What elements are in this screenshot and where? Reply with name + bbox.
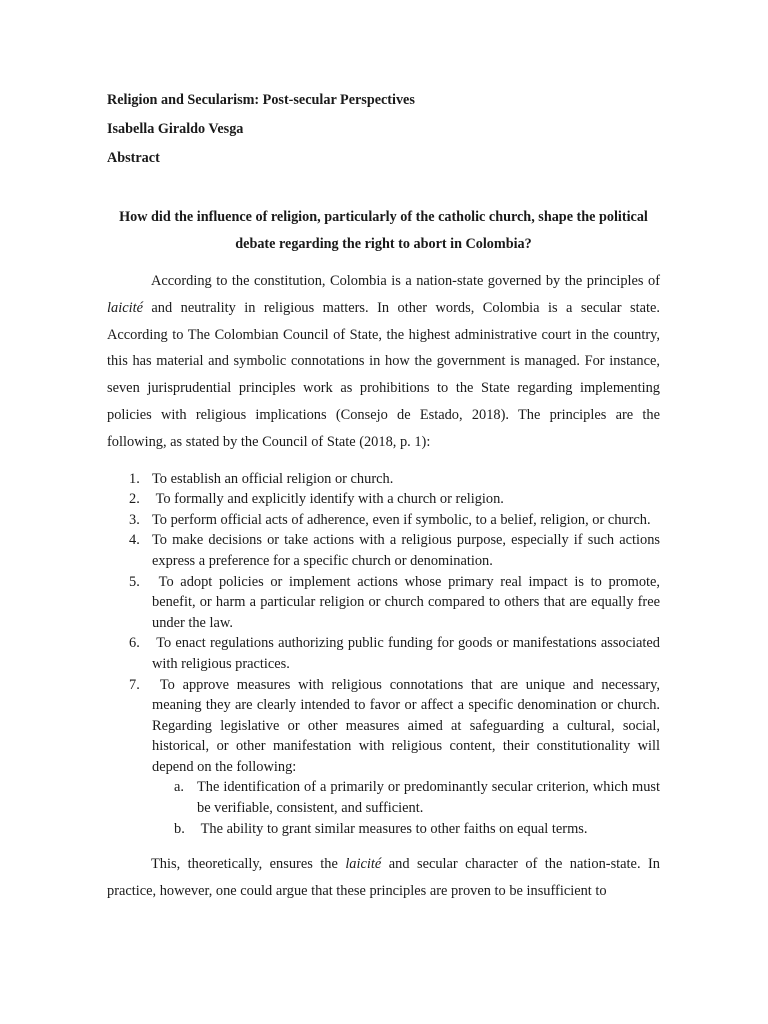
- principles-list: [107, 469, 664, 840]
- sub-list-item-text: The identification of a primarily or predominantly secular criterion, which must be verifiable, consistent, and sufficient.: [197, 779, 660, 817]
- list-number: 6.: [129, 635, 140, 652]
- list-item: [107, 489, 660, 510]
- sub-list-item: [152, 819, 660, 840]
- list-number: 2.: [129, 491, 140, 508]
- list-item-text: To adopt policies or implement actions whose primary real impact is to promote, benefit, or harm a particular religion or church compared to others that are equally free under the law.: [152, 573, 664, 631]
- intro-text-1: According to the constitution, Colombia is a nation-state governed by the principles of: [151, 273, 660, 289]
- sub-list-item: [152, 777, 660, 818]
- list-item: [107, 510, 660, 531]
- intro-text-2: and neutrality in religious matters. In other words, Colombia is a secular state. According to The Colombian Council of State, the highest administrative court in the country, this has material and symbolic connotations in how the government is managed. For instance, seven jurisprudential principles work as prohibitions to the State regarding implementing policies with religious implications (Consejo de Estado, 2018). The principles are the following, as stated by the Council of State (2018, p. 1):: [107, 299, 660, 450]
- sub-list-letter: a.: [174, 779, 184, 796]
- list-item-text: To perform official acts of adherence, even if symbolic, to a belief, religion, or church.: [152, 511, 651, 528]
- list-item-text: To approve measures with religious connotations that are unique and necessary, meaning they are clearly intended to favor or affect a specific denomination or church. Regarding legislative or other measures aimed at safeguarding a cultural, social, historical, or other manifestation with religious content, their constitutionality will depend on the following:: [152, 676, 664, 775]
- list-item: [107, 572, 664, 634]
- closing-text-1: This, theoretically, ensures the: [151, 856, 346, 873]
- list-number: 5.: [129, 573, 140, 590]
- list-number: 4.: [129, 532, 140, 549]
- list-item-text: To make decisions or take actions with a religious purpose, especially if such actions express a preference for a specific church or denomination.: [152, 532, 660, 569]
- list-number: 3.: [129, 511, 140, 528]
- intro-paragraph: [107, 268, 660, 456]
- list-item: [107, 633, 664, 674]
- intro-emphasis: laicité: [107, 299, 143, 316]
- list-item: [107, 530, 660, 571]
- closing-text-2: and secular character of the nation-state. In practice, however, one could argue that these principles are proven to be insufficient to: [107, 856, 660, 900]
- list-number: 7.: [129, 676, 140, 693]
- sub-list: [152, 777, 660, 839]
- research-question: How did the influence of religion, particularly of the catholic church, shape the political debate regarding the right to abort in Colombia?: [119, 209, 648, 252]
- document-page: [107, 86, 664, 905]
- closing-paragraph: [107, 851, 660, 905]
- list-number: 1.: [129, 470, 140, 487]
- list-item: [107, 469, 660, 490]
- sub-list-letter: b.: [174, 820, 185, 837]
- closing-emphasis: laicité: [345, 856, 382, 873]
- list-item-text: To establish an official religion or church.: [152, 470, 394, 487]
- list-item: [107, 675, 664, 840]
- list-item-text: To formally and explicitly identify with a church or religion.: [152, 491, 504, 508]
- sub-list-item-text: The ability to grant similar measures to other faiths on equal terms.: [197, 820, 588, 837]
- list-item-text: To enact regulations authorizing public funding for goods or manifestations associated with religious practices.: [152, 635, 664, 672]
- author-name: Isabella Giraldo Vesga: [107, 121, 244, 137]
- abstract-heading: Abstract: [107, 150, 160, 166]
- paper-title: Religion and Secularism: Post-secular Perspectives: [107, 92, 415, 108]
